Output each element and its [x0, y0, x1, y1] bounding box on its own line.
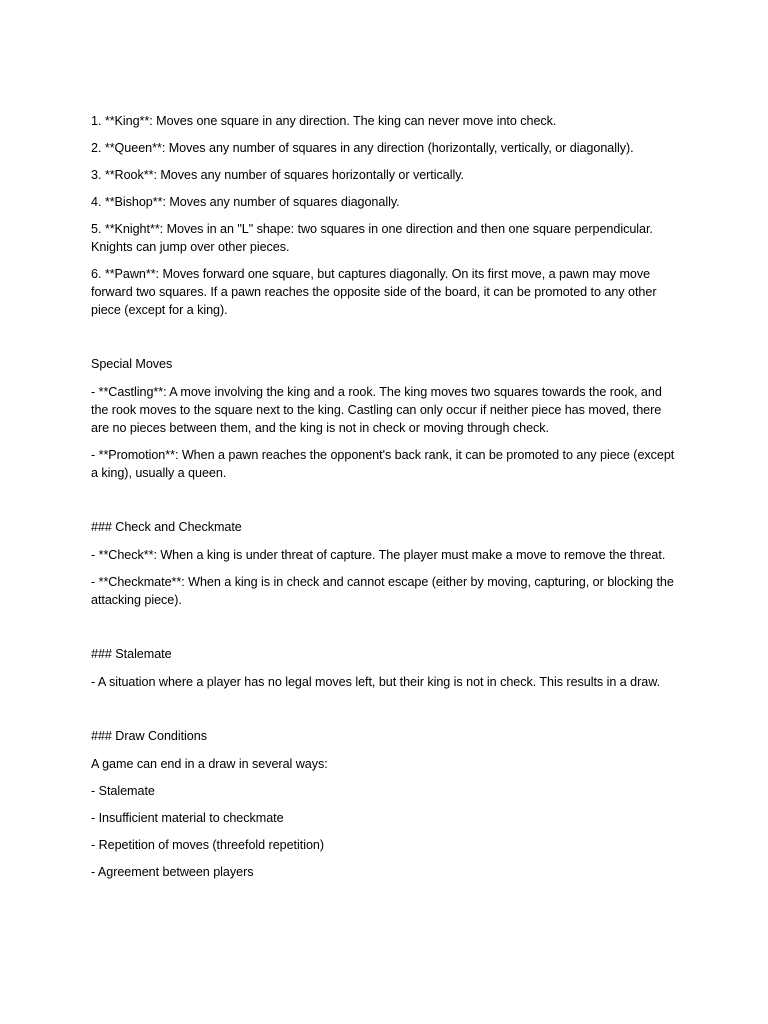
piece-knight-paragraph: 5. **Knight**: Moves in an "L" shape: two squares in one direction and then one square perpendicular. Knights can jump over other pieces.	[91, 222, 653, 254]
draw-item-repetition: - Repetition of moves (threefold repetition)	[91, 838, 324, 852]
piece-king-paragraph: 1. **King**: Moves one square in any direction. The king can never move into check.	[91, 114, 557, 128]
stalemate-paragraph: - A situation where a player has no legal moves left, but their king is not in check. This results in a draw.	[91, 675, 661, 689]
draw-item-insufficient-material: - Insufficient material to checkmate	[91, 811, 284, 825]
checkmate-paragraph: - **Checkmate**: When a king is in check and cannot escape (either by moving, capturing, or blocking the attacking piece).	[91, 575, 674, 607]
special-moves-heading: Special Moves	[91, 357, 173, 371]
document-body	[91, 112, 681, 881]
piece-pawn-paragraph: 6. **Pawn**: Moves forward one square, but captures diagonally. On its first move, a pawn may move forward two squares. If a pawn reaches the opposite side of the board, it can be promoted to any other piece (except for a king).	[91, 267, 657, 317]
piece-bishop-paragraph: 4. **Bishop**: Moves any number of squares diagonally.	[91, 195, 400, 209]
check-and-checkmate-heading: ### Check and Checkmate	[91, 520, 242, 534]
draw-conditions-intro: A game can end in a draw in several ways:	[91, 757, 328, 771]
piece-rook-paragraph: 3. **Rook**: Moves any number of squares horizontally or vertically.	[91, 168, 464, 182]
draw-item-stalemate: - Stalemate	[91, 784, 155, 798]
draw-conditions-heading: ### Draw Conditions	[91, 729, 207, 743]
stalemate-heading: ### Stalemate	[91, 647, 172, 661]
draw-item-agreement: - Agreement between players	[91, 865, 254, 879]
check-paragraph: - **Check**: When a king is under threat of capture. The player must make a move to remove the threat.	[91, 548, 666, 562]
piece-queen-paragraph: 2. **Queen**: Moves any number of squares in any direction (horizontally, vertically, or diagonally).	[91, 141, 634, 155]
promotion-paragraph: - **Promotion**: When a pawn reaches the opponent's back rank, it can be promoted to any piece (except a king), usually a queen.	[91, 448, 675, 480]
castling-paragraph: - **Castling**: A move involving the king and a rook. The king moves two squares towards the rook, and the rook moves to the square next to the king. Castling can only occur if neither piece has moved, there are no pieces between them, and the king is not in check or moving through check.	[91, 385, 662, 435]
